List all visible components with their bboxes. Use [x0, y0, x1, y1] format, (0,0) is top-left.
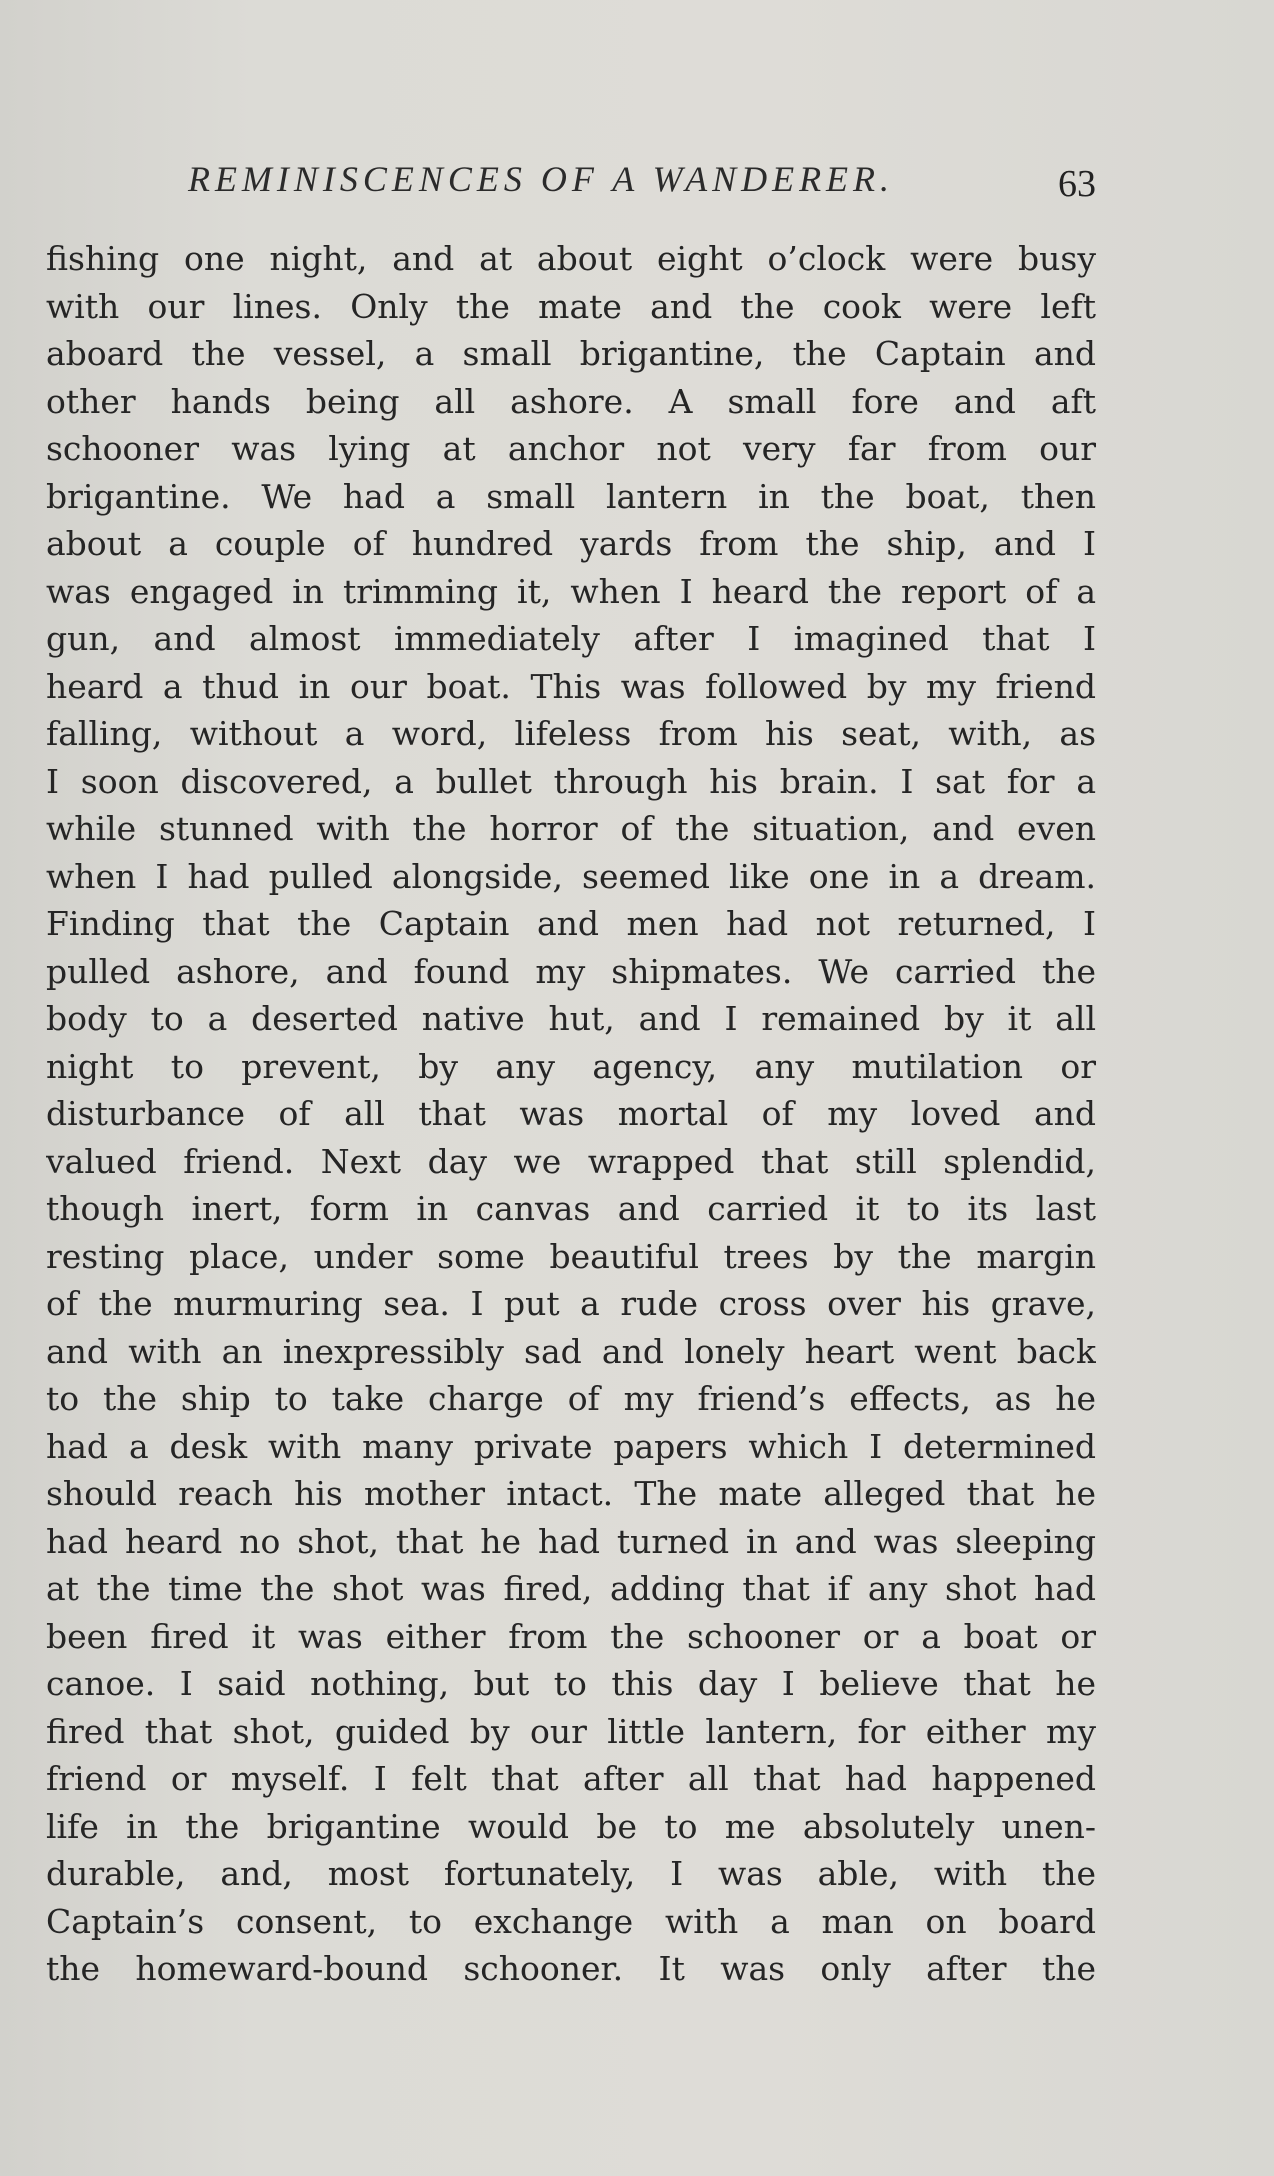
- text-line: heard a thud in our boat. This was followed by my friend: [46, 666, 1096, 706]
- text-line: when I had pulled alongside, seemed like one in a dream.: [46, 856, 1096, 896]
- text-line: schooner was lying at anchor not very far from our: [46, 429, 1096, 468]
- page-number: 63: [1058, 163, 1096, 205]
- text-line: other hands being all ashore. A small fore and aft: [46, 381, 1096, 421]
- text-line: with our lines. Only the mate and the cook were left: [46, 286, 1096, 326]
- text-line: brigantine. We had a small lantern in the boat, then: [46, 476, 1096, 516]
- text-line: fishing one night, and at about eight o’clock were busy: [46, 239, 1096, 278]
- body-text: [46, 235, 1096, 1993]
- text-line: of the murmuring sea. I put a rude cross over his grave,: [46, 1284, 1096, 1323]
- text-line: I soon discovered, a bullet through his brain. I sat for a: [46, 761, 1096, 801]
- text-line: to the ship to take charge of my friend’s effects, as he: [46, 1379, 1096, 1418]
- text-line: while stunned with the horror of the situation, and even: [46, 809, 1096, 848]
- text-line: and with an inexpressibly sad and lonely heart went back: [46, 1331, 1096, 1371]
- running-head: REMINISCENCES OF A WANDERER.: [187, 159, 895, 199]
- text-line: friend or myself. I felt that after all that had happened: [46, 1759, 1096, 1798]
- text-line: durable, and, most fortunately, I was able, with the: [46, 1854, 1096, 1893]
- text-line: Captain’s consent, to exchange with a man on board: [46, 1901, 1096, 1941]
- text-line: the homeward-bound schooner. It was only after the: [46, 1949, 1096, 1988]
- text-line: at the time the shot was fired, adding that if any shot had: [46, 1569, 1096, 1608]
- text-line: had a desk with many private papers which I determined: [46, 1426, 1096, 1466]
- text-line: had heard no shot, that he had turned in and was sleeping: [46, 1521, 1096, 1561]
- text-line: Finding that the Captain and men had not returned, I: [46, 904, 1096, 943]
- text-line: gun, and almost immediately after I imagined that I: [46, 619, 1096, 658]
- text-line: disturbance of all that was mortal of my loved and: [46, 1094, 1096, 1133]
- page-header: [46, 158, 1096, 218]
- text-line: aboard the vessel, a small brigantine, the Captain and: [46, 334, 1096, 373]
- text-line: was engaged in trimming it, when I heard the report of a: [46, 571, 1096, 611]
- text-line: life in the brigantine would be to me absolutely unen-: [46, 1806, 1096, 1846]
- text-line: should reach his mother intact. The mate alleged that he: [46, 1474, 1096, 1513]
- text-line: been fired it was either from the schooner or a boat or: [46, 1616, 1096, 1656]
- text-line: resting place, under some beautiful trees by the margin: [46, 1236, 1096, 1276]
- text-line: canoe. I said nothing, but to this day I believe that he: [46, 1664, 1096, 1703]
- text-line: pulled ashore, and found my shipmates. We carried the: [46, 951, 1096, 991]
- text-line: about a couple of hundred yards from the ship, and I: [46, 524, 1096, 563]
- text-line: fired that shot, guided by our little lantern, for either my: [46, 1711, 1096, 1751]
- text-line: valued friend. Next day we wrapped that still splendid,: [46, 1141, 1096, 1181]
- text-line: falling, without a word, lifeless from his seat, with, as: [46, 714, 1096, 753]
- text-line: body to a deserted native hut, and I remained by it all: [46, 999, 1096, 1038]
- text-line: though inert, form in canvas and carried it to its last: [46, 1189, 1096, 1228]
- text-line: night to prevent, by any agency, any mutilation or: [46, 1046, 1096, 1086]
